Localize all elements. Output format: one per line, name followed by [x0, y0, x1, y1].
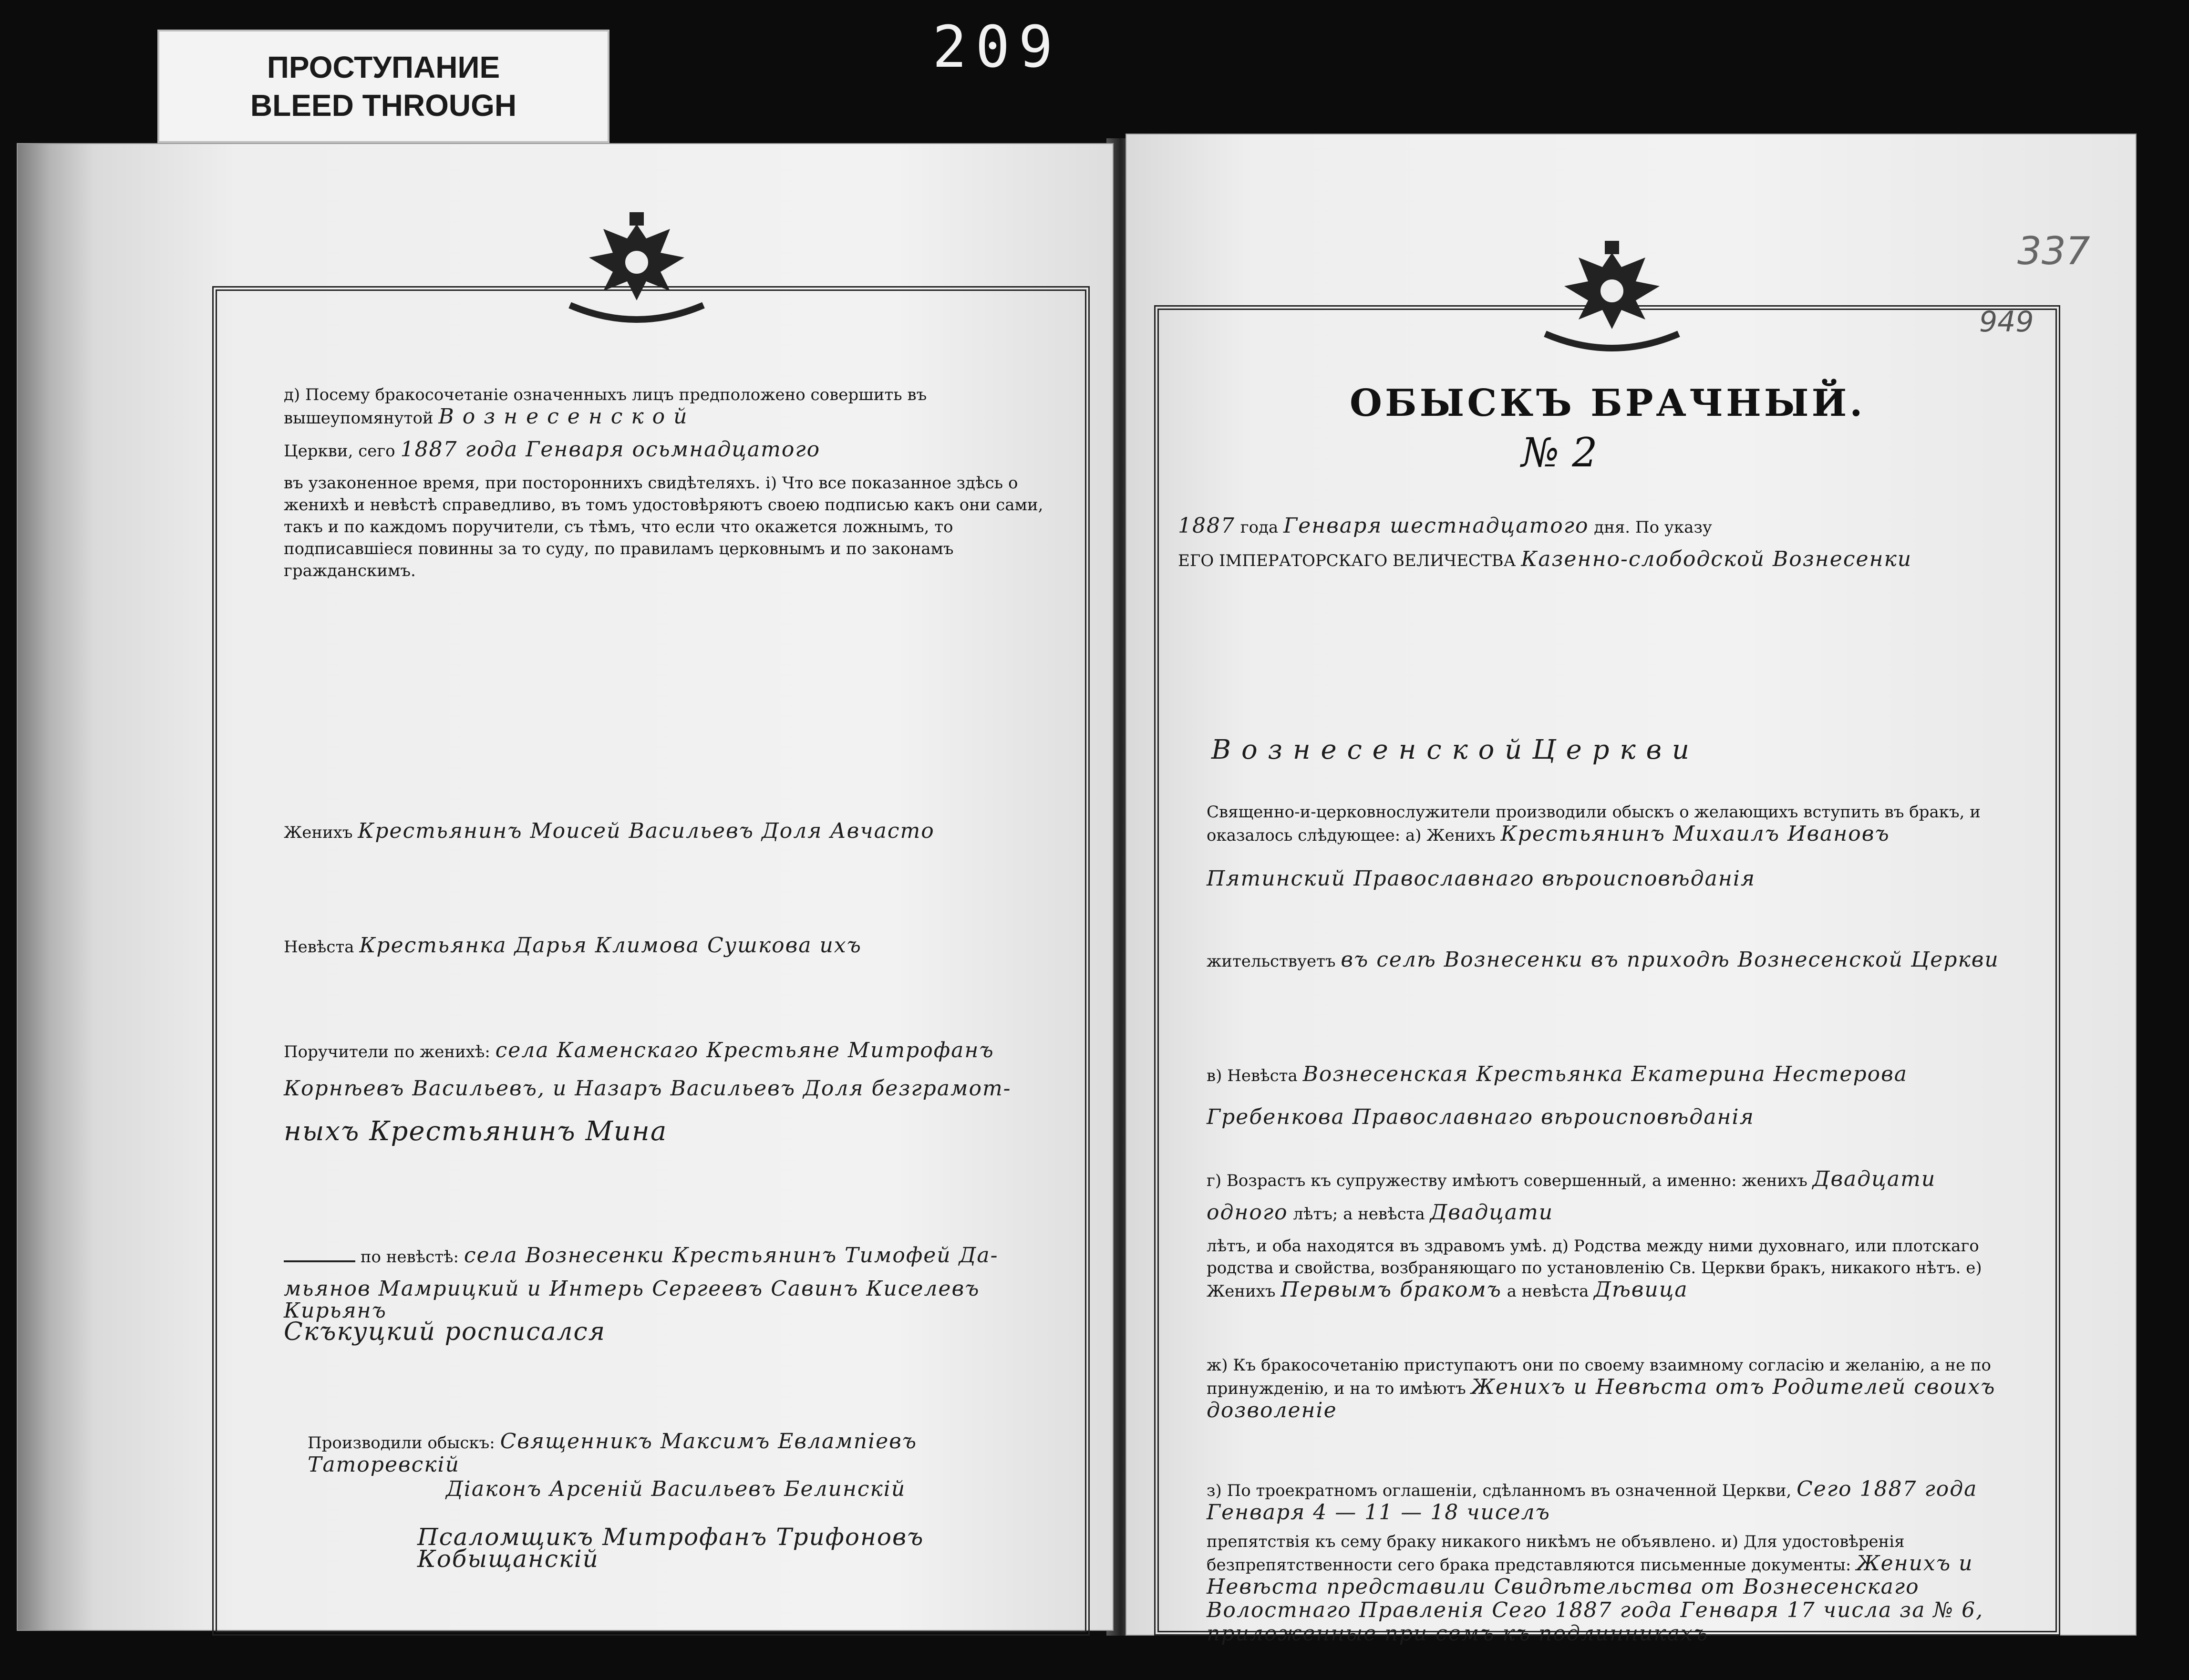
para-d-print: д) Посему бракосочетаніе означенныхъ лицъ предположено совершить въ вышеупомянутой — [284, 385, 927, 428]
left-page — [17, 143, 1114, 1631]
documents-print: препятствія къ сему браку никакого никѣмъ не объявлено. и) Для удостовѣренія безпрепятственности сего брака представляются письменные документы: — [1207, 1532, 1905, 1575]
majesty-hand: Казенно-слободской Вознесенки — [1521, 547, 1912, 571]
documents-line — [1207, 1531, 2046, 1646]
bride-hand2: Гребенкова Православнаго вѣроисповѣданія — [1207, 1105, 1755, 1129]
day-label: дня. По указу — [1594, 518, 1712, 537]
signature-psalmist: Псаломщикъ Митрофанъ Трифоновъ Кобыщанскiй — [417, 1523, 924, 1573]
groom-hand2: Пятинский Православнаго вѣроисповѣданія — [1207, 866, 1756, 891]
sureties-groom-hand1: села Каменскаго Крестьяне Митрофанъ — [495, 1038, 994, 1062]
conducted-line — [308, 1431, 1071, 1477]
age-groom-hand2: одного — [1207, 1200, 1288, 1225]
majesty-line — [1178, 548, 2036, 572]
age-bride-hand: Двадцати — [1430, 1200, 1554, 1225]
bride-line — [1207, 1063, 2046, 1087]
clergy-print-text: Священно-и-церковнослужители производили обыскъ о желающихъ вступить въ бракъ, и оказалось слѣдующее: а) Женихъ — [1207, 803, 1981, 845]
clergy-print — [1207, 801, 2046, 846]
sureties-bride-hand3: Скъкуцкий росписался — [284, 1318, 606, 1346]
sheet-number: 949 — [1979, 305, 2034, 339]
banns-hand2: Генваря 4 — 11 — 18 чиселъ — [1207, 1500, 1550, 1525]
sureties-bride-label: по невѣстѣ: — [360, 1247, 459, 1267]
groom-line — [284, 820, 1066, 844]
groom-label: Женихъ — [284, 823, 353, 842]
bleed-through-label-card — [157, 30, 609, 143]
banns-print: з) По троекратномъ оглашеніи, сдѣланномъ въ означенной Церкви, — [1207, 1481, 1792, 1500]
bride-line — [284, 935, 1066, 958]
church-name-hand: В о з н е с е н с к о й — [438, 404, 688, 429]
year-hand: 1887 — [1178, 514, 1235, 538]
docs-hand4: приложенные при семъ къ подлинникахъ — [1207, 1621, 1709, 1646]
residence-hand: въ селѣ Вознесенки въ приходѣ Вознесенской Церкви — [1341, 948, 1999, 972]
sureties-bride-hand2: мьянов Мамрицкий и Интерь Сергеевъ Савинъ Киселевъ Кирьянъ — [284, 1277, 980, 1323]
bride-label: Невѣста — [284, 938, 354, 957]
church-hand: В о з н е с е н с к о й Ц е р к в и — [1211, 734, 1690, 765]
age-print2: лѣтъ; а невѣста — [1293, 1205, 1425, 1224]
kinship-text: лѣтъ, и оба находятся въ здравомъ умѣ. д) Родства между ними духовнаго, или плотскаго родства и свойства, возбраняющаго по установленію Св. Церкви бракъ, никакого нѣтъ. е) Женихъ — [1207, 1237, 1982, 1301]
label-card-ru: ПРОСТУПАНИЕ — [267, 50, 500, 84]
banns-hand1: Сего 1887 года — [1797, 1477, 1978, 1501]
document-title: ОБЫСКЪ БРАЧНЫЙ. — [1350, 381, 1866, 425]
docs-hand1: Женихъ и — [1856, 1551, 1973, 1576]
sureties-groom-hand3: ныхъ Крестьянинъ Мина — [284, 1116, 668, 1147]
para-d-print2: Церкви, сего — [284, 442, 395, 461]
docs-hand2: Невѣста представили Свидѣтельства от Вознесенскаго — [1207, 1575, 1920, 1599]
groom-hand: Крестьянинъ Моисей Васильевъ Доля Авчасто — [358, 819, 935, 843]
date-hand: Генваря шестнадцатого — [1283, 514, 1589, 538]
sureties-groom-hand2: Корнѣевъ Васильевъ, и Назаръ Васильевъ Доля безграмот- — [284, 1076, 1012, 1101]
para-i-text: въ узаконенное время, при постороннихъ свидѣтеляхъ. і) Что все показанное здѣсь о женихѣ и невѣстѣ справедливо, въ томъ удостовѣряютъ своею подписью какъ они сами, такъ и по каждомъ поручители, съ тѣмъ, что если что окажется ложнымъ, то подписавшіеся повинны за то суду, по правиламъ церковнымъ и по законамъ гражданскимъ. — [284, 474, 1043, 580]
date-line — [1178, 515, 2036, 538]
kinship-print — [1207, 1235, 2046, 1302]
marital-groom-hand: Первымъ бракомъ — [1280, 1278, 1502, 1302]
bride-label: в) Невѣста — [1207, 1066, 1298, 1085]
residence-label: жительствуетъ — [1207, 952, 1336, 971]
majesty-print: ЕГО ІМПЕРАТОРСКАГО ВЕЛИЧЕСТВА — [1178, 551, 1516, 570]
residence-line — [1207, 949, 2046, 972]
pencil-page-number: 337 — [2017, 229, 2090, 273]
sureties-groom-line1 — [284, 1040, 1066, 1063]
age-line2 — [1207, 1202, 2046, 1225]
signature-priest: Священникъ Максимъ Евлампiевъ Таторевскiй — [308, 1429, 918, 1477]
right-page — [1125, 134, 2137, 1646]
blank-rule — [284, 1260, 355, 1262]
marriage-date-hand: 1887 года Генваря осьмнадцатого — [400, 437, 821, 462]
marital-bride-hand: Дѣвица — [1594, 1278, 1688, 1302]
frame-number: 209 — [932, 14, 1062, 81]
marital-bride-label: а невѣста — [1507, 1282, 1589, 1301]
consent-print: ж) Къ бракосочетанію приступаютъ они по своему взаимному согласію и желанію, а не по принужденію, и на то имѣютъ — [1207, 1356, 1992, 1398]
sureties-bride-hand1: села Вознесенки Крестьянинъ Тимофей Да- — [464, 1243, 999, 1268]
document-number: № 2 — [1521, 429, 1598, 476]
age-groom-hand: Двадцати — [1812, 1167, 1936, 1191]
consent-line — [1207, 1354, 2046, 1423]
para-d-intro — [284, 384, 1066, 429]
bride-hand1: Вознесенская Крестьянка Екатерина Нестерова — [1302, 1062, 1908, 1086]
docs-hand3: Волостнаго Правленія Сего 1887 года Генваря 17 числа за № 6, — [1207, 1598, 1984, 1622]
consent-hand: Женихъ и Невѣста отъ Родителей своихъ дозволеніе — [1207, 1375, 1996, 1422]
label-card-en: BLEED THROUGH — [250, 88, 517, 123]
year-label: года — [1240, 518, 1279, 537]
conducted-label: Производили обыскъ: — [308, 1433, 495, 1453]
para-d-date-line — [284, 439, 1066, 462]
signature-deacon: Діаконъ Арсеній Васильевъ Белинскій — [446, 1477, 906, 1501]
sureties-groom-label: Поручители по женихѣ: — [284, 1042, 490, 1062]
banns-line — [1207, 1478, 2046, 1525]
age-print1: г) Возрастъ къ супружеству имѣютъ совершенный, а именно: женихъ — [1207, 1171, 1807, 1190]
groom-hand1: Крестьянинъ Михаилъ Ивановъ — [1500, 822, 1890, 846]
sureties-bride-line1 — [284, 1245, 1066, 1268]
age-line1 — [1207, 1168, 2046, 1192]
bride-hand: Крестьянка Дарья Климова Сушкова ихъ — [359, 933, 862, 958]
